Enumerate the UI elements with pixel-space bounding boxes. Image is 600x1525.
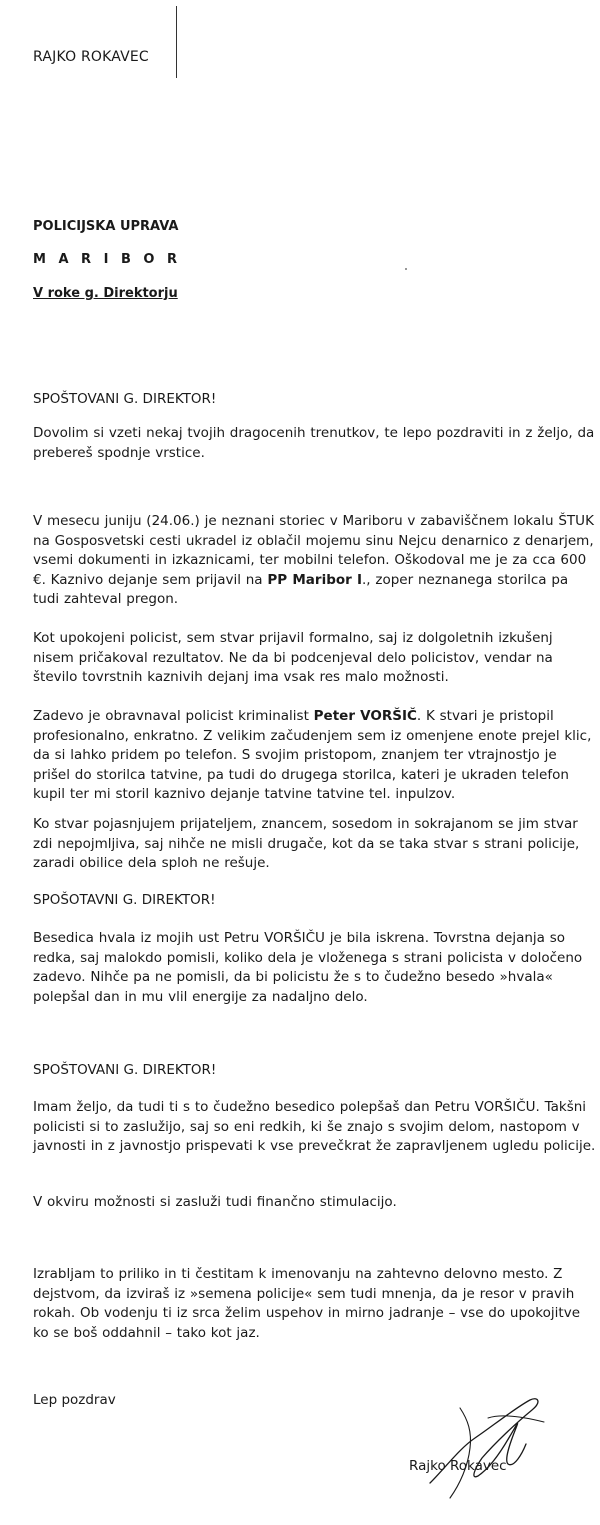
paragraph-5: Ko stvar pojasnjujem prijateljem, znancem, sosedom in sokrajanom se jim stvar zdi nepojmljiva, saj nihče ne misli drugače, kot da se taka stvar s strani policije, zaradi obilice dela sploh ne rešuje. [33,816,580,871]
paragraph-4 [33,707,597,805]
paragraph-2 [33,512,597,610]
salutation-3: SPOŠTOVANI G. DIREKTOR! [33,1062,217,1078]
recipient-line-1: POLICIJSKA UPRAVA [33,219,179,234]
salutation-1: SPOŠTOVANI G. DIREKTOR! [33,391,217,407]
paragraph-2-text-b: ., zoper neznanega storilca pa tudi zahteval pregon. [33,571,569,607]
paragraph-2-text-a: V mesecu juniju (24.06.) je neznani storiec v Mariboru v zabaviščnem lokalu ŠTUK na Gosposvetski cesti ukradel iz oblačil mojemu sinu Nejcu denarnico z denarjem, vsemi dokumenti in izkaznicami, ter mobilni telefon. Oškodoval me je za cca 600 €. Kaznivo dejanje sem prijavil na [33,513,594,588]
paragraph-4-bold: Peter VORŠIČ [313,708,417,724]
recipient-line-3: V roke g. Direktorju [33,286,178,301]
closing: Lep pozdrav [33,1392,116,1408]
scan-speck [405,268,407,270]
paragraph-4-text-a: Zadevo je obravnaval policist kriminalist [33,708,314,724]
paragraph-8: V okviru možnosti si zasluži tudi finančno stimulacijo. [33,1194,397,1210]
paragraph-7: Imam željo, da tudi ti s to čudežno besedico polepšaš dan Petru VORŠIČU. Takšni policisti si to zaslužijo, saj so eni redkih, ki še znajo s svojim delom, nastopom v javnosti in z javnostjo prispevati k vse prevečkrat že zapravljenem ugledu policije. [33,1099,596,1154]
paragraph-6: Besedica hvala iz mojih ust Petru VORŠIČU je bila iskrena. Tovrstna dejanja so redka, saj malokdo pomisli, koliko dela je vloženega s strani policista v določeno zadevo. Nihče pa ne pomisli, da bi policistu že s to čudežno besedo »hvala« polepšal dan in mu vlil energije za nadaljno delo. [33,930,583,1005]
paragraph-1: Dovolim si vzeti nekaj tvojih dragocenih trenutkov, te lepo pozdraviti in z željo, da prebereš spodnje vrstice. [33,425,595,461]
header-divider [176,6,177,78]
salutation-2: SPOŠOTAVNI G. DIREKTOR! [33,892,216,908]
paragraph-9: Izrabljam to priliko in ti čestitam k imenovanju na zahtevno delovno mesto. Z dejstvom, da izviraš iz »semena policije« sem tudi mnenja, da je resor v pravih rokah. Ob vodenju ti iz srca želim uspehov in mirno jadranje – vse do upokojitve ko se boš oddahnil – tako kot jaz. [33,1266,580,1341]
recipient-line-2: M A R I B O R [33,252,181,267]
signature-name: Rajko Rokavec [409,1458,507,1474]
handwritten-signature [420,1388,555,1503]
paragraph-3: Kot upokojeni policist, sem stvar prijavil formalno, saj iz dolgoletnih izkušenj nisem pričakoval rezultatov. Ne da bi podcenjeval delo policistov, vendar na število tovrstnih kaznivih dejanj ima vsak res malo možnosti. [33,630,553,685]
paragraph-4-text-b: . K stvari je pristopil profesionalno, enkratno. Z velikim začudenjem sem iz omenjene enote prejel klic, da si lahko pridem po telefon. S svojim pristopom, znanjem ter vtrajnostjo je prišel do storilca tatvine, pa tudi do drugega storilca, kateri je ukraden telefon kupil ter mi storil kaznivo dejanje tatvine tatvine tel. inpulzov. [33,708,592,802]
sender-name: RAJKO ROKAVEC [33,49,149,65]
paragraph-2-bold: PP Maribor I [267,571,363,588]
